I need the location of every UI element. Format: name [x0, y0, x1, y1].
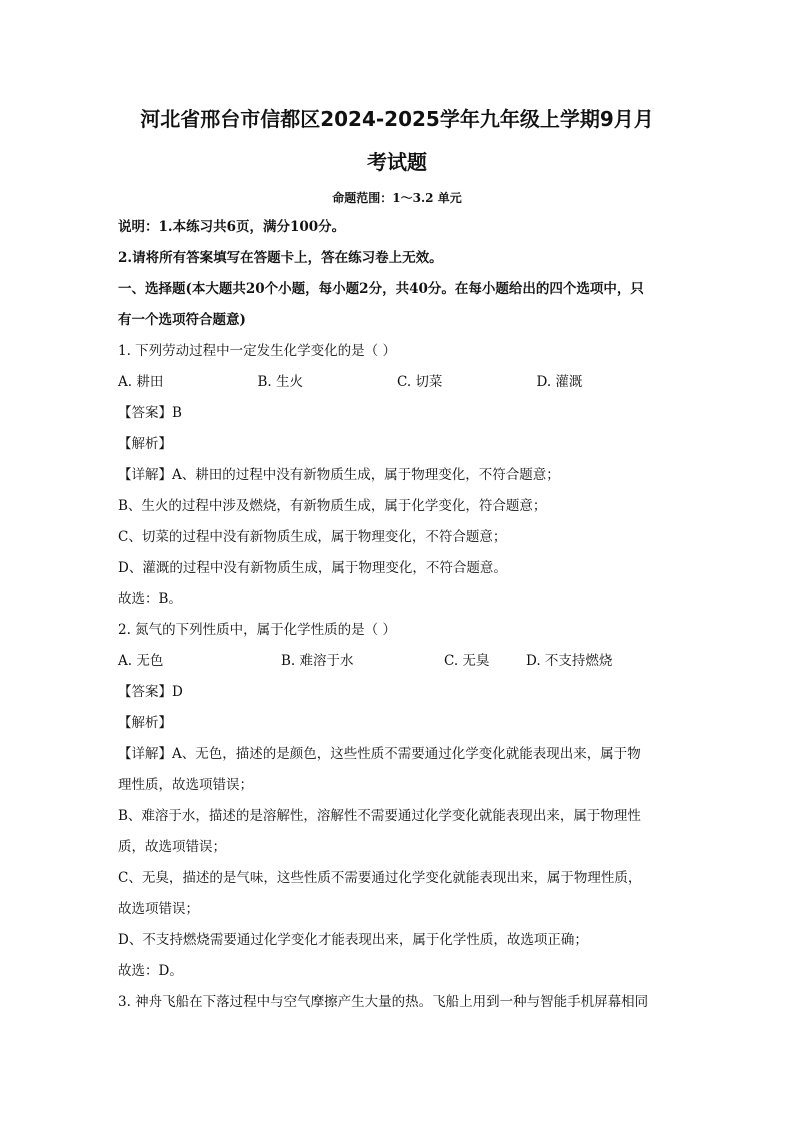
question-2-detail-line: 故选项错误；: [118, 901, 199, 917]
question-2-options: [118, 646, 676, 677]
question-2-analysis-label: 【解析】: [118, 715, 172, 731]
question-1-option-a: A. 耕田: [118, 374, 164, 390]
question-2-option-d: D. 不支持燃烧: [526, 653, 613, 669]
question-1-option-c: C. 切菜: [397, 374, 443, 390]
note-2: 2.请将所有答案填写在答题卡上，答在练习卷上无效。: [118, 250, 443, 266]
question-1-stem: 1. 下列劳动过程中一定发生化学变化的是（ ）: [118, 343, 396, 359]
question-1-option-d: D. 灌溉: [536, 374, 583, 390]
exam-title-line-2: 考试题: [367, 150, 427, 174]
question-2-option-a: A. 无色: [118, 653, 164, 669]
note-1: 说明：1.本练习共6页，满分100分。: [118, 219, 346, 235]
question-2-option-c: C. 无臭: [444, 653, 490, 669]
question-1-analysis-label: 【解析】: [118, 436, 172, 452]
question-2-detail-line: C、无臭，描述的是气味，这些性质不需要通过化学变化就能表现出来，属于物理性质，: [118, 870, 642, 886]
section-heading-line-1: 一、选择题(本大题共20个小题，每小题2分，共40分。在每小题给出的四个选项中，只: [118, 281, 644, 297]
question-1-options: [118, 367, 676, 398]
question-2-conclusion: 故选：D。: [118, 963, 183, 979]
exam-scope: 命题范围：1～3.2 单元: [332, 191, 462, 205]
question-1-detail-line: C、切菜的过程中没有新物质生成，属于物理变化，不符合题意；: [118, 529, 507, 545]
question-1-detail-line: B、生火的过程中涉及燃烧，有新物质生成，属于化学变化，符合题意；: [118, 498, 547, 514]
question-2-stem: 2. 氮气的下列性质中，属于化学性质的是（ ）: [118, 622, 396, 638]
question-1-answer: 【答案】B: [118, 405, 182, 421]
question-2-answer: 【答案】D: [118, 684, 183, 700]
question-2-option-b: B. 难溶于水: [281, 653, 354, 669]
question-3-stem: 3. 神舟飞船在下落过程中与空气摩擦产生大量的热。飞船上用到一种与智能手机屏幕相同: [118, 994, 649, 1010]
section-heading-line-2: 有一个选项符合题意): [118, 312, 246, 328]
question-2-detail-line: 【详解】A、无色，描述的是颜色，这些性质不需要通过化学变化就能表现出来，属于物: [118, 746, 641, 762]
question-2-detail-line: 理性质，故选项错误；: [118, 777, 253, 793]
question-1-detail-line: D、灌溉的过程中没有新物质生成，属于物理变化，不符合题意。: [118, 560, 507, 576]
exam-title-line-1: 河北省邢台市信都区2024-2025学年九年级上学期9月月: [140, 107, 654, 131]
question-1-conclusion: 故选：B。: [118, 591, 182, 607]
question-2-detail-line: B、难溶于水，描述的是溶解性，溶解性不需要通过化学变化就能表现出来，属于物理性: [118, 808, 641, 824]
question-1-option-b: B. 生火: [257, 374, 304, 390]
question-2-detail-line: D、不支持燃烧需要通过化学变化才能表现出来，属于化学性质，故选项正确；: [118, 932, 588, 948]
question-1-detail-line: 【详解】A、耕田的过程中没有新物质生成，属于物理变化，不符合题意；: [118, 467, 560, 483]
question-2-detail-line: 质，故选项错误；: [118, 839, 226, 855]
